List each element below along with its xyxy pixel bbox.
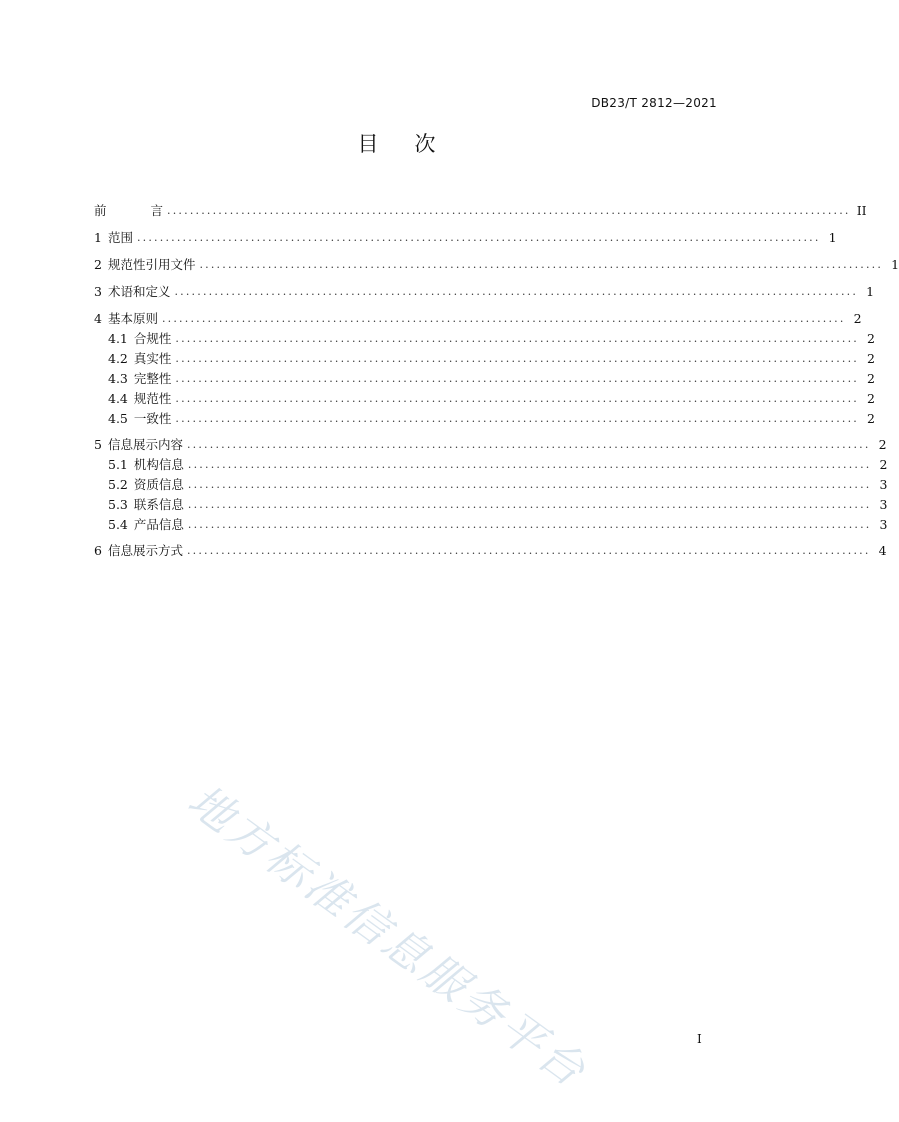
toc-entry-page: 2 <box>879 457 888 472</box>
toc-leader-dots: ........................................................................................................................ <box>187 518 872 531</box>
toc-entry-5[interactable] <box>94 437 887 453</box>
toc-entry-page: 2 <box>867 331 875 346</box>
toc-entry-4-1[interactable] <box>94 331 875 347</box>
toc-leader-dots: ........................................................................................................................ <box>161 312 846 325</box>
toc-entry-page: 3 <box>879 477 888 492</box>
toc-entry-label: 5.2 资质信息 <box>108 477 184 492</box>
toc-leader-dots: ........................................................................................................................ <box>175 372 859 385</box>
toc-leader-dots: ........................................................................................................................ <box>186 438 871 451</box>
toc-entry-label: 4.5 一致性 <box>108 411 172 426</box>
toc-leader-dots: ........................................................................................................................ <box>136 231 821 244</box>
toc-entry-label: 2 规范性引用文件 <box>94 257 196 272</box>
toc-leader-dots: ........................................................................................................................ <box>175 332 859 345</box>
toc-entry-label: 4.2 真实性 <box>108 351 172 366</box>
toc-entry-page: II <box>856 203 867 218</box>
toc-entry-label: 4.1 合规性 <box>108 331 172 346</box>
toc-entry-page: 1 <box>891 257 899 272</box>
toc-entry-page: 2 <box>878 437 887 452</box>
toc-entry-5-1[interactable] <box>94 457 888 473</box>
toc-leader-dots: ........................................................................................................................ <box>187 478 872 491</box>
toc-entry-5-3[interactable] <box>94 497 888 513</box>
toc-entry-label: 5.4 产品信息 <box>108 517 184 532</box>
toc-entry-page: 3 <box>879 517 888 532</box>
toc-entry-label: 5 信息展示内容 <box>94 437 183 452</box>
toc-entry-5-2[interactable] <box>94 477 888 493</box>
document-code: DB23/T 2812—2021 <box>591 96 717 110</box>
toc-entry-label: 6 信息展示方式 <box>94 543 183 558</box>
toc-entry-page: 4 <box>878 543 887 558</box>
toc-entry-page: 2 <box>867 411 875 426</box>
toc-entry-foreword[interactable] <box>94 203 867 219</box>
toc-leader-dots: ........................................................................................................................ <box>199 258 884 271</box>
toc-leader-dots: ........................................................................................................................ <box>167 204 851 217</box>
toc-leader-dots: ........................................................................................................................ <box>174 285 859 298</box>
toc-entry-page: 2 <box>867 351 875 366</box>
toc-leader-dots: ........................................................................................................................ <box>175 412 859 425</box>
toc-entry-page: 1 <box>866 284 875 299</box>
toc-entry-3[interactable] <box>94 284 875 300</box>
toc-entry-label: 3 术语和定义 <box>94 284 171 299</box>
toc-entry-label: 1 范围 <box>94 230 133 245</box>
toc-entry-6[interactable] <box>94 543 887 559</box>
toc-leader-dots: ........................................................................................................................ <box>175 392 859 405</box>
toc-leader-dots: ........................................................................................................................ <box>187 458 872 471</box>
toc-entry-page: 2 <box>853 311 862 326</box>
toc-entry-4[interactable] <box>94 311 862 327</box>
toc-entry-2[interactable] <box>94 257 899 273</box>
toc-entry-4-2[interactable] <box>94 351 875 367</box>
toc-entry-page: 2 <box>867 391 875 406</box>
toc-entry-page: 3 <box>879 497 888 512</box>
toc-entry-4-4[interactable] <box>94 391 875 407</box>
toc-title: 目次 <box>357 132 472 156</box>
toc-entry-page: 1 <box>828 230 837 245</box>
toc-entry-label: 4 基本原则 <box>94 311 158 326</box>
toc-entry-page: 2 <box>867 371 875 386</box>
toc-entry-label: 4.3 完整性 <box>108 371 172 386</box>
toc-entry-5-4[interactable] <box>94 517 888 533</box>
toc-entry-label: 5.1 机构信息 <box>108 457 184 472</box>
toc-entry-4-3[interactable] <box>94 371 875 387</box>
toc-entry-label: 5.3 联系信息 <box>108 497 184 512</box>
toc-entry-label: 前 言 <box>94 203 164 218</box>
toc-entry-1[interactable] <box>94 230 837 246</box>
toc-leader-dots: ........................................................................................................................ <box>175 352 859 365</box>
toc-entry-4-5[interactable] <box>94 411 875 427</box>
toc-leader-dots: ........................................................................................................................ <box>187 498 872 511</box>
toc-entry-label: 4.4 规范性 <box>108 391 172 406</box>
toc-leader-dots: ........................................................................................................................ <box>186 544 871 557</box>
page-number: I <box>697 1032 702 1046</box>
watermark: 地方标准信息服务平台 <box>178 775 597 1099</box>
